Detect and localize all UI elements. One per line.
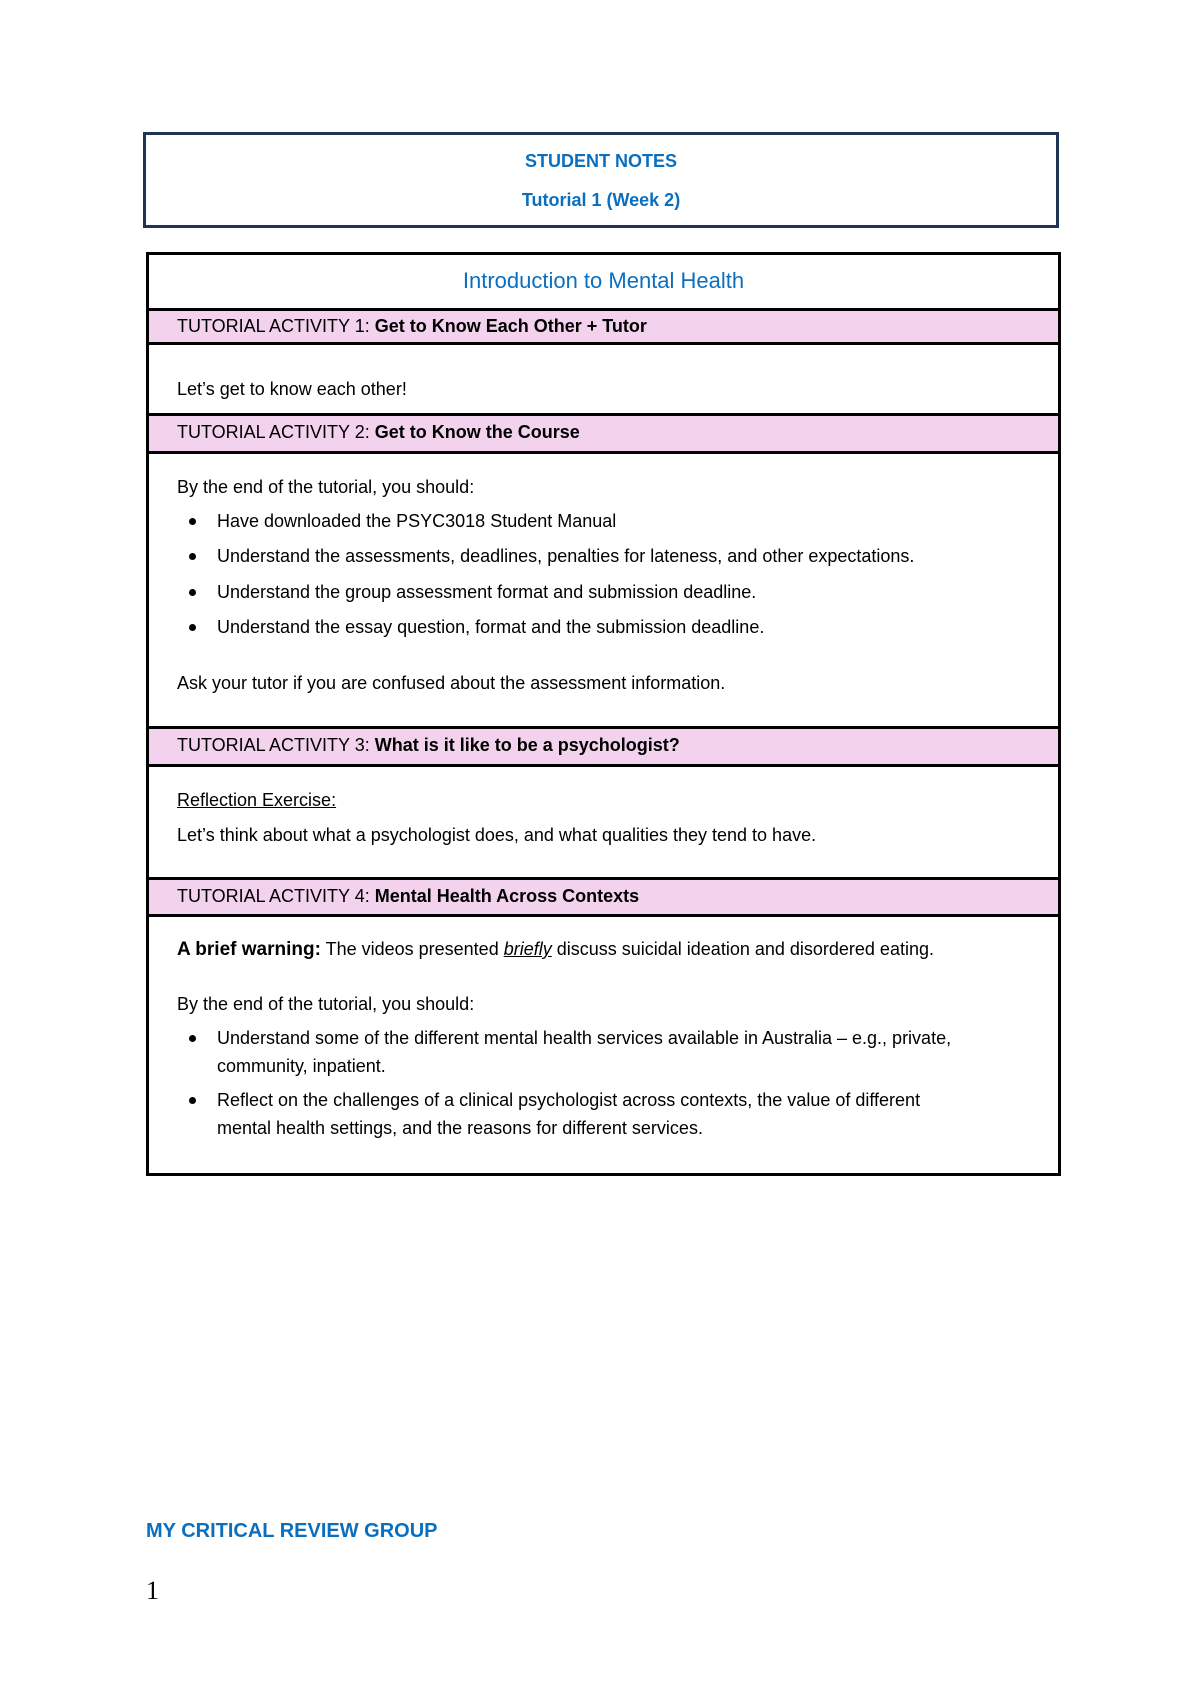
warning-post: discuss suicidal ideation and disordered eating. bbox=[551, 939, 934, 959]
activity-2-bullet-1: Have downloaded the PSYC3018 Student Manual bbox=[217, 511, 617, 531]
activity-1-label: TUTORIAL ACTIVITY bbox=[177, 316, 350, 336]
activity-4-label: TUTORIAL ACTIVITY bbox=[177, 886, 350, 906]
activity-3-text: Let’s think about what a psychologist does, and what qualities they tend to have. bbox=[177, 825, 817, 845]
bullet-icon bbox=[189, 553, 196, 560]
activity-2-label: TUTORIAL ACTIVITY bbox=[177, 422, 350, 442]
bullet-icon bbox=[189, 624, 196, 631]
activity-4-title: Mental Health Across Contexts bbox=[369, 886, 640, 906]
activity-4-warning bbox=[177, 939, 934, 961]
activity-2-body bbox=[149, 454, 1058, 729]
activity-3-title: What is it like to be a psychologist? bbox=[369, 735, 680, 755]
activity-2-intro: By the end of the tutorial, you should: bbox=[177, 477, 475, 497]
section-title: MY CRITICAL REVIEW GROUP bbox=[146, 1520, 438, 1542]
activity-2-bullet-2: Understand the assessments, deadlines, penalties for lateness, and other expectations. bbox=[217, 546, 915, 566]
activity-2-num: 2: bbox=[349, 422, 370, 442]
activity-4-bullet-2-line-2: mental health settings, and the reasons for different services. bbox=[217, 1118, 703, 1138]
activity-2-bullet-3: Understand the group assessment format and submission deadline. bbox=[217, 582, 757, 602]
header-subtitle: Tutorial 1 (Week 2) bbox=[521, 190, 681, 210]
bullet-icon bbox=[189, 518, 196, 525]
activity-1-num: 1: bbox=[349, 316, 370, 336]
warning-emphasis: briefly bbox=[503, 939, 552, 959]
activity-3-subhead: Reflection Exercise: bbox=[177, 790, 337, 810]
header-box bbox=[143, 132, 1059, 228]
activity-4-body bbox=[149, 917, 1058, 1187]
bullet-icon bbox=[189, 1097, 196, 1104]
table-title: Introduction to Mental Health bbox=[149, 255, 1058, 311]
activity-3-body bbox=[149, 767, 1058, 880]
tutorial-table bbox=[146, 252, 1061, 1176]
activity-1-text: Let’s get to know each other! bbox=[177, 379, 407, 399]
activity-3-header bbox=[149, 729, 1058, 767]
activity-4-bullet-1-line-1: Understand some of the different mental health services available in Australia – e.g., private, bbox=[217, 1028, 952, 1048]
header-title: STUDENT NOTES bbox=[524, 151, 677, 171]
activity-1-body bbox=[149, 345, 1058, 416]
activity-4-num: 4: bbox=[349, 886, 370, 906]
activity-3-num: 3: bbox=[349, 735, 370, 755]
activity-4-bullet-2-line-1: Reflect on the challenges of a clinical psychologist across contexts, the value of different bbox=[217, 1090, 921, 1110]
warning-pre: The videos presented bbox=[320, 939, 504, 959]
activity-1-header bbox=[149, 311, 1058, 345]
activity-2-outro: Ask your tutor if you are confused about the assessment information. bbox=[177, 673, 726, 693]
warning-label: A brief warning: bbox=[177, 939, 321, 960]
activity-3-label: TUTORIAL ACTIVITY bbox=[177, 735, 350, 755]
activity-1-title: Get to Know Each Other + Tutor bbox=[369, 316, 647, 336]
activity-2-bullet-4: Understand the essay question, format and the submission deadline. bbox=[217, 617, 765, 637]
activity-4-header bbox=[149, 880, 1058, 917]
page-number: 1 bbox=[146, 1576, 159, 1605]
bullet-icon bbox=[189, 1035, 196, 1042]
activity-2-header bbox=[149, 416, 1058, 454]
activity-2-title: Get to Know the Course bbox=[369, 422, 580, 442]
activity-4-bullet-1-line-2: community, inpatient. bbox=[217, 1056, 386, 1076]
activity-4-intro: By the end of the tutorial, you should: bbox=[177, 994, 475, 1014]
bullet-icon bbox=[189, 589, 196, 596]
